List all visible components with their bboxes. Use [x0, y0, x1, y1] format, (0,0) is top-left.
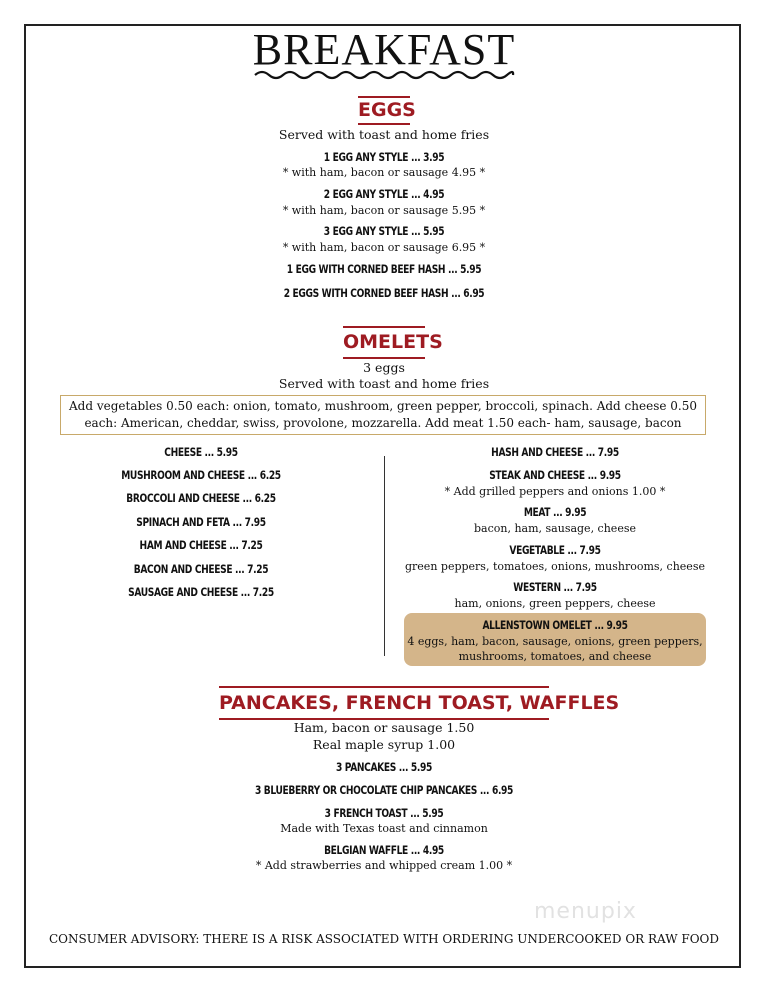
omelets-subtitle: 3 eggs [363, 360, 405, 375]
menu-item: 3 FRENCH TOAST ... 5.95 [324, 806, 444, 820]
squiggle-divider [253, 68, 515, 82]
menu-item: 3 PANCAKES ... 5.95 [336, 760, 432, 774]
menu-item: 1 EGG WITH CORNED BEEF HASH ... 5.95 [286, 262, 482, 276]
menu-item-note: ham, onions, green peppers, cheese [454, 597, 656, 610]
menu-item: 3 BLUEBERRY OR CHOCOLATE CHIP PANCAKES ... 6.95 [254, 783, 514, 797]
menu-item: WESTERN ... 7.95 [513, 580, 597, 594]
pancakes-subtitle-2: Real maple syrup 1.00 [312, 737, 456, 752]
menu-item: 1 EGG ANY STYLE ... 3.95 [323, 150, 445, 164]
omelets-subtitle-2: Served with toast and home fries [278, 376, 490, 391]
menu-item: BELGIAN WAFFLE ... 4.95 [324, 843, 444, 857]
omelets-heading: OMELETS [343, 326, 425, 359]
pancakes-subtitle: Ham, bacon or sausage 1.50 [293, 720, 475, 735]
menu-item-note: * with ham, bacon or sausage 4.95 * [282, 166, 486, 179]
menu-item: MEAT ... 9.95 [523, 505, 587, 519]
menu-item-note: * with ham, bacon or sausage 5.95 * [282, 204, 486, 217]
menu-item-note: Made with Texas toast and cinnamon [280, 822, 488, 835]
menu-item-note: * Add strawberries and whipped cream 1.00 * [255, 859, 513, 872]
menu-item: BACON AND CHEESE ... 7.25 [133, 562, 269, 576]
menu-item: VEGETABLE ... 7.95 [509, 543, 601, 557]
menu-item: HAM AND CHEESE ... 7.25 [139, 538, 263, 552]
menu-item: HASH AND CHEESE ... 7.95 [491, 445, 619, 459]
menu-item-note: * Add grilled peppers and onions 1.00 * [444, 485, 666, 498]
menu-item: 3 EGG ANY STYLE ... 5.95 [323, 224, 445, 238]
omelet-addons-box [60, 395, 706, 435]
menu-item-note: bacon, ham, sausage, cheese [474, 522, 636, 535]
eggs-subtitle: Served with toast and home fries [278, 127, 490, 142]
pancakes-heading: PANCAKES, FRENCH TOAST, WAFFLES [219, 686, 549, 720]
menu-item: BROCCOLI AND CHEESE ... 6.25 [126, 491, 276, 505]
column-divider [384, 456, 385, 656]
addons-line: Add vegetables 0.50 each: onion, tomato, mushroom, green pepper, broccoli, spinach. Add cheese 0.50 [69, 399, 697, 413]
menu-item-note: green peppers, tomatoes, onions, mushrooms, cheese [405, 560, 705, 573]
consumer-advisory: CONSUMER ADVISORY: THERE IS A RISK ASSOCIATED WITH ORDERING UNDERCOOKED OR RAW FOOD [49, 932, 719, 946]
special-item-note: 4 eggs, ham, bacon, sausage, onions, green peppers, [407, 635, 703, 648]
menu-item: MUSHROOM AND CHEESE ... 6.25 [121, 468, 281, 482]
page-title: BREAKFAST [252, 25, 516, 74]
menu-item-note: * with ham, bacon or sausage 6.95 * [282, 241, 486, 254]
menu-item: CHEESE ... 5.95 [164, 445, 238, 459]
menu-item: SPINACH AND FETA ... 7.95 [136, 515, 266, 529]
watermark: menupix [534, 899, 637, 924]
eggs-heading: EGGS [358, 96, 410, 126]
menu-item: 2 EGG ANY STYLE ... 4.95 [323, 187, 445, 201]
special-omelet-box [404, 613, 706, 666]
menu-item: SAUSAGE AND CHEESE ... 7.25 [128, 585, 274, 599]
special-item-name: ALLENSTOWN OMELET ... 9.95 [482, 618, 628, 632]
menu-item: STEAK AND CHEESE ... 9.95 [489, 468, 621, 482]
special-item-note: mushrooms, tomatoes, and cheese [458, 650, 652, 663]
addons-line: each: American, cheddar, swiss, provolone, mozzarella. Add meat 1.50 each- ham, sausage, bacon [84, 416, 682, 430]
menu-item: 2 EGGS WITH CORNED BEEF HASH ... 6.95 [283, 286, 485, 300]
